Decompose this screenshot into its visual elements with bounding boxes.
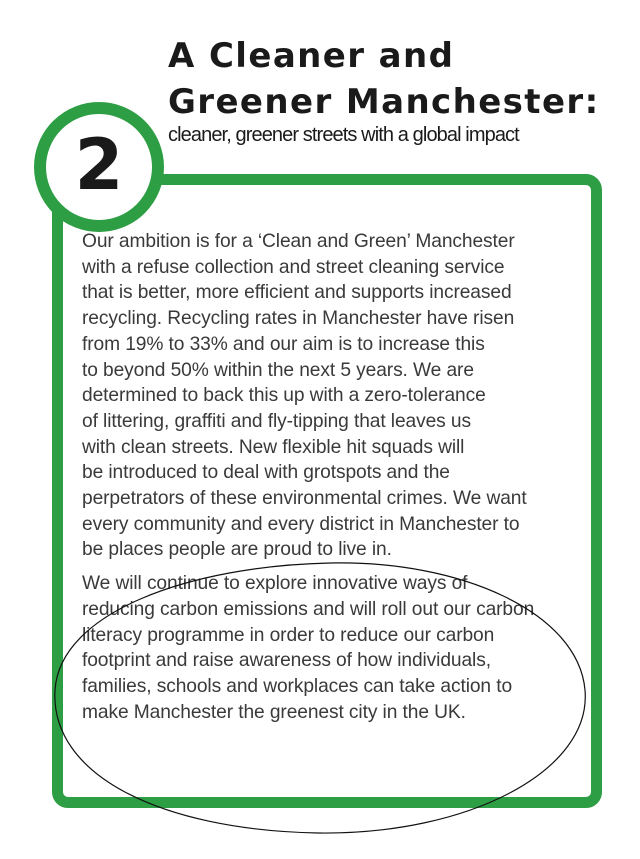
paragraph-line: with a refuse collection and street cleaning service — [82, 256, 505, 278]
paragraph-2 — [82, 571, 582, 725]
paragraph-line: literacy programme in order to reduce our carbon — [82, 624, 495, 646]
section-number: 2 — [74, 124, 124, 206]
page-title-line-1: A Cleaner and — [168, 36, 455, 76]
paragraph-line: with clean streets. New flexible hit squads will — [82, 436, 465, 458]
paragraph-line: that is better, more efficient and supports increased — [82, 282, 512, 304]
paragraph-line: perpetrators of these environmental crimes. We want — [82, 488, 527, 510]
paragraph-line: to beyond 50% within the next 5 years. We are — [82, 359, 474, 381]
paragraph-line: We will continue to explore innovative ways of — [82, 573, 468, 595]
paragraph-line: determined to back this up with a zero-tolerance — [82, 385, 486, 407]
paragraph-line: every community and every district in Manchester to — [82, 513, 520, 535]
paragraph-1 — [82, 229, 582, 563]
section-number-badge — [34, 102, 164, 232]
body-text — [82, 229, 582, 725]
paragraph-line: make Manchester the greenest city in the UK. — [82, 701, 466, 723]
page-title-line-2: Greener Manchester: — [168, 82, 600, 122]
paragraph-spacer — [82, 563, 582, 571]
paragraph-line: Our ambition is for a ‘Clean and Green’ Manchester — [82, 231, 515, 252]
paragraph-line: be introduced to deal with grotspots and the — [82, 462, 450, 484]
paragraph-line: recycling. Recycling rates in Manchester have risen — [82, 308, 515, 330]
paragraph-line: families, schools and workplaces can take action to — [82, 675, 513, 697]
paragraph-line: be places people are proud to live in. — [82, 539, 392, 561]
paragraph-line: footprint and raise awareness of how individuals, — [82, 650, 491, 672]
paragraph-line: from 19% to 33% and our aim is to increase this — [82, 333, 485, 355]
paragraph-line: reducing carbon emissions and will roll out our carbon — [82, 598, 535, 620]
paragraph-line: of littering, graffiti and fly-tipping that leaves us — [82, 410, 471, 432]
page-subtitle: cleaner, greener streets with a global impact — [168, 124, 519, 146]
